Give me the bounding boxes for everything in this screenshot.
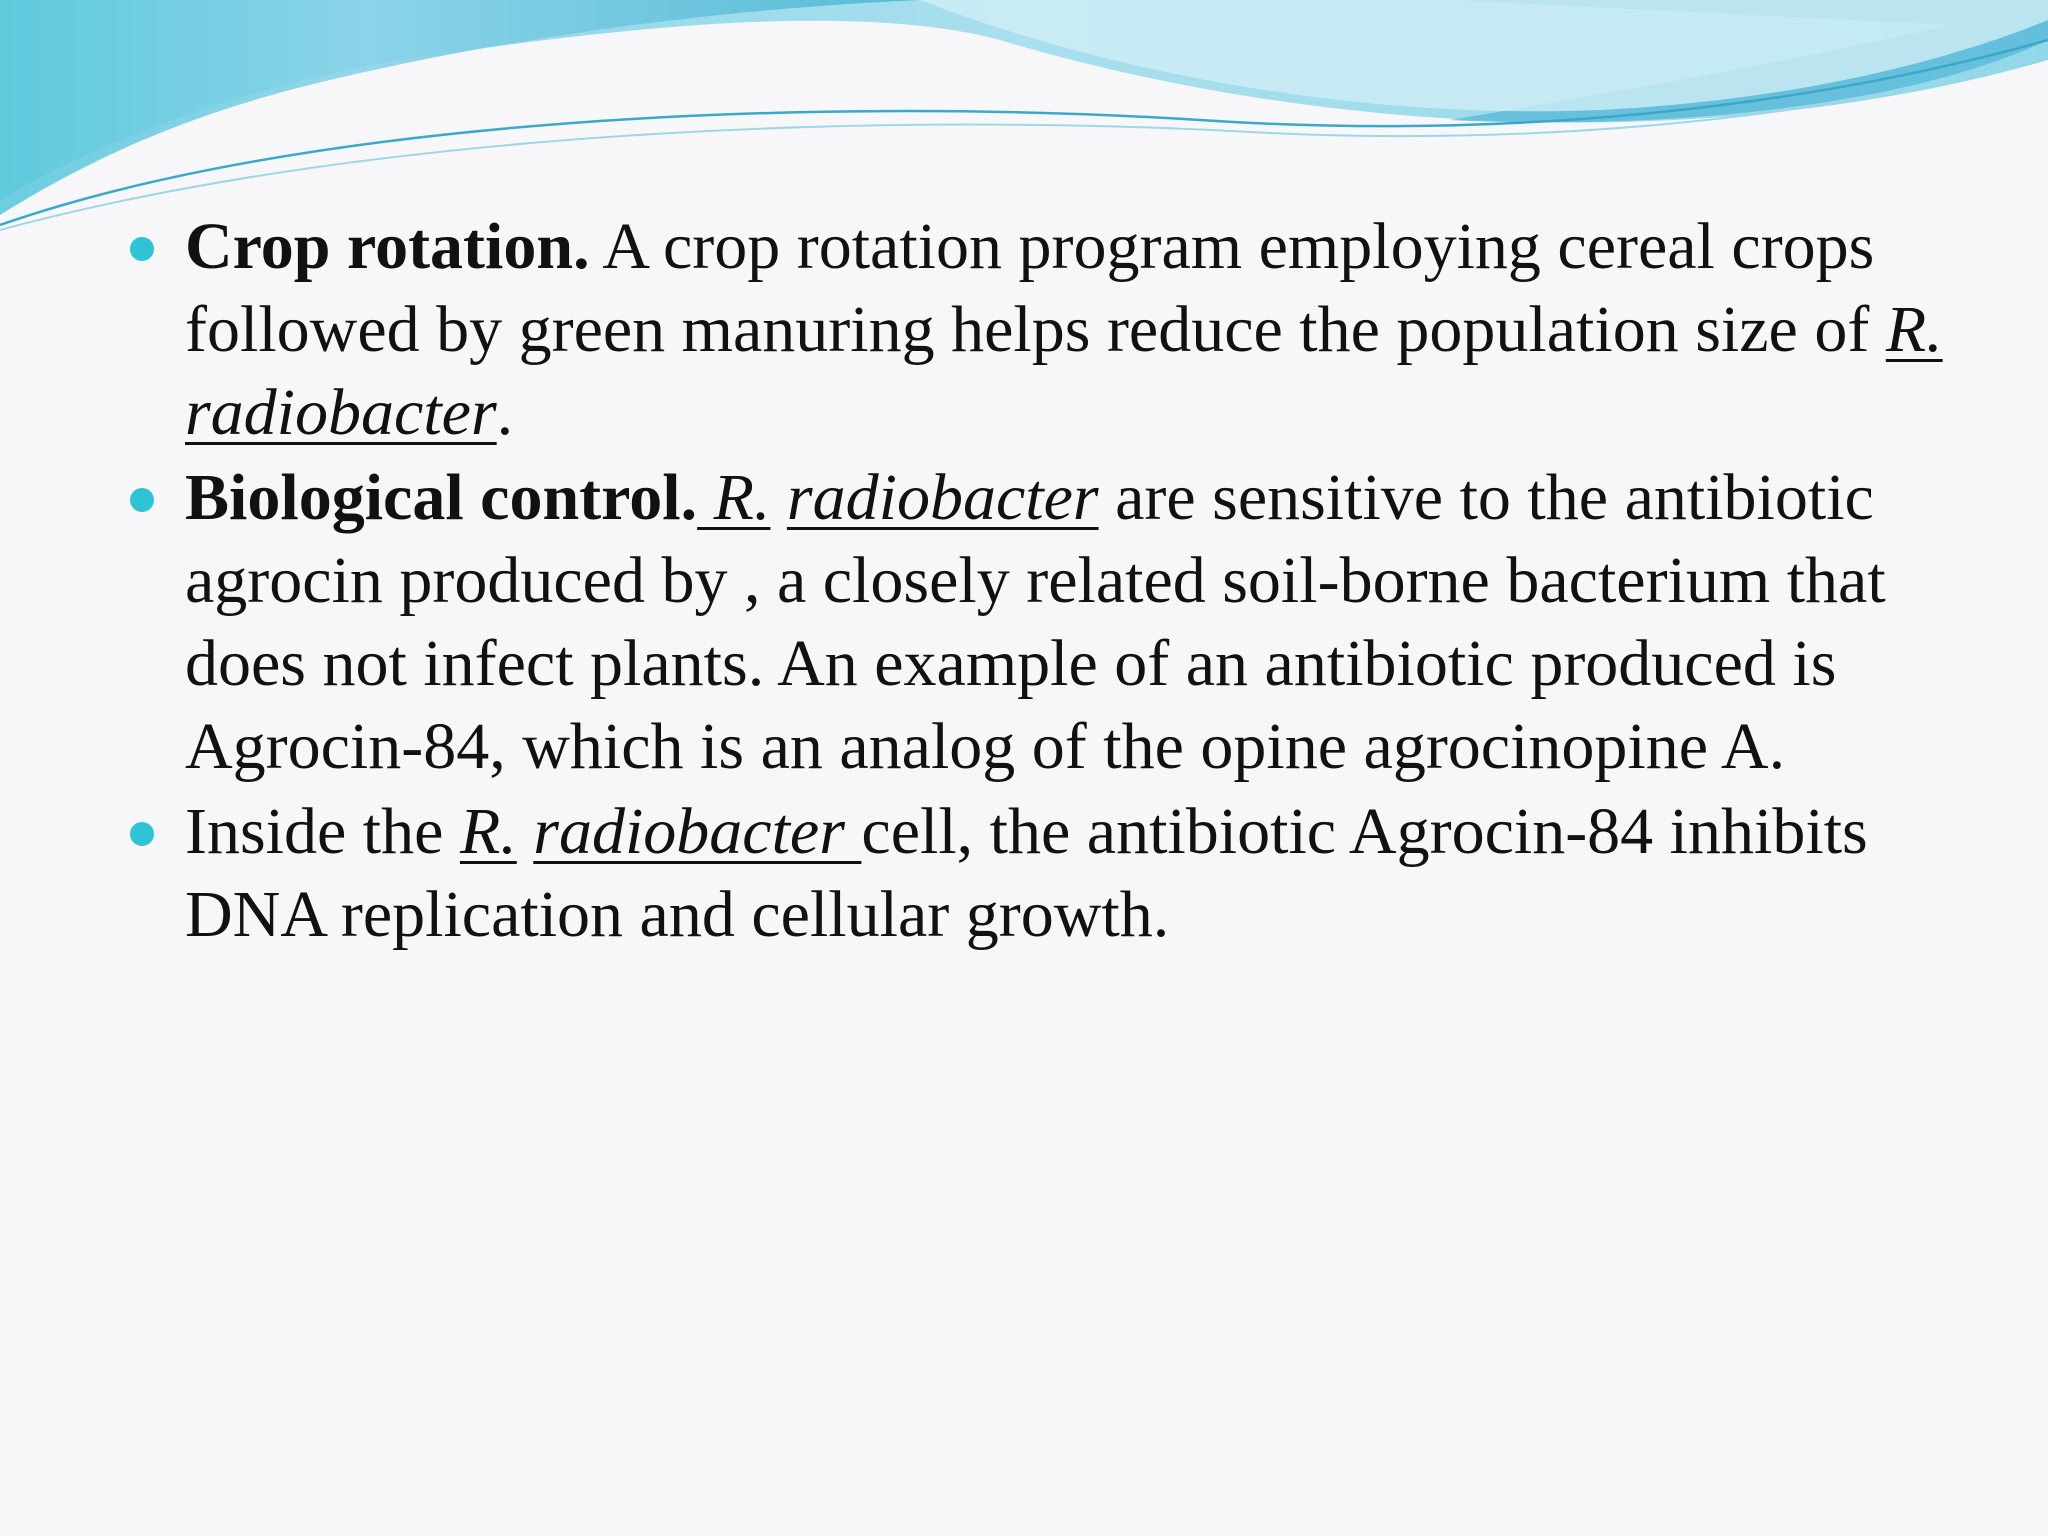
- bullet-term: Biological control.: [185, 461, 698, 534]
- bullet-text: A crop rotation program employing cereal crops followed by green manuring helps reduce the population size of: [185, 210, 1886, 366]
- bullet-biological-control: [130, 456, 1950, 788]
- bullet-inside-cell: [130, 790, 1950, 956]
- bullet-list: [130, 205, 1950, 956]
- header-wave-decoration: [0, 0, 2048, 240]
- slide-body: [130, 205, 1950, 958]
- bullet-text-end: .: [496, 376, 514, 449]
- species-name: radiobacter: [786, 461, 1099, 534]
- genus-abbrev: R.: [459, 795, 517, 868]
- bullet-term: Crop rotation.: [185, 210, 590, 283]
- wave-mid: [0, 0, 920, 215]
- genus-abbrev: R.: [697, 461, 771, 534]
- bullet-dot-icon: [130, 237, 154, 261]
- bullet-text: cell, the antibiotic Agrocin-84 inhibits DNA replication and cellular growth.: [185, 795, 1868, 951]
- species-name: radiobacter: [185, 376, 497, 449]
- bullet-dot-icon: [130, 822, 154, 846]
- genus-abbrev: R.: [1885, 293, 1943, 366]
- bullet-prefix: Inside the: [185, 795, 460, 868]
- bullet-dot-icon: [130, 488, 154, 512]
- bullet-text: are sensitive to the antibiotic agrocin produced by , a closely related soil-borne bacterium that does not infect plants. An example of an antibiotic produced is Agrocin-84, which is an analog of the opine agrocinopine A.: [185, 461, 1886, 783]
- bullet-crop-rotation: [130, 205, 1950, 454]
- species-name: radiobacter: [533, 795, 862, 868]
